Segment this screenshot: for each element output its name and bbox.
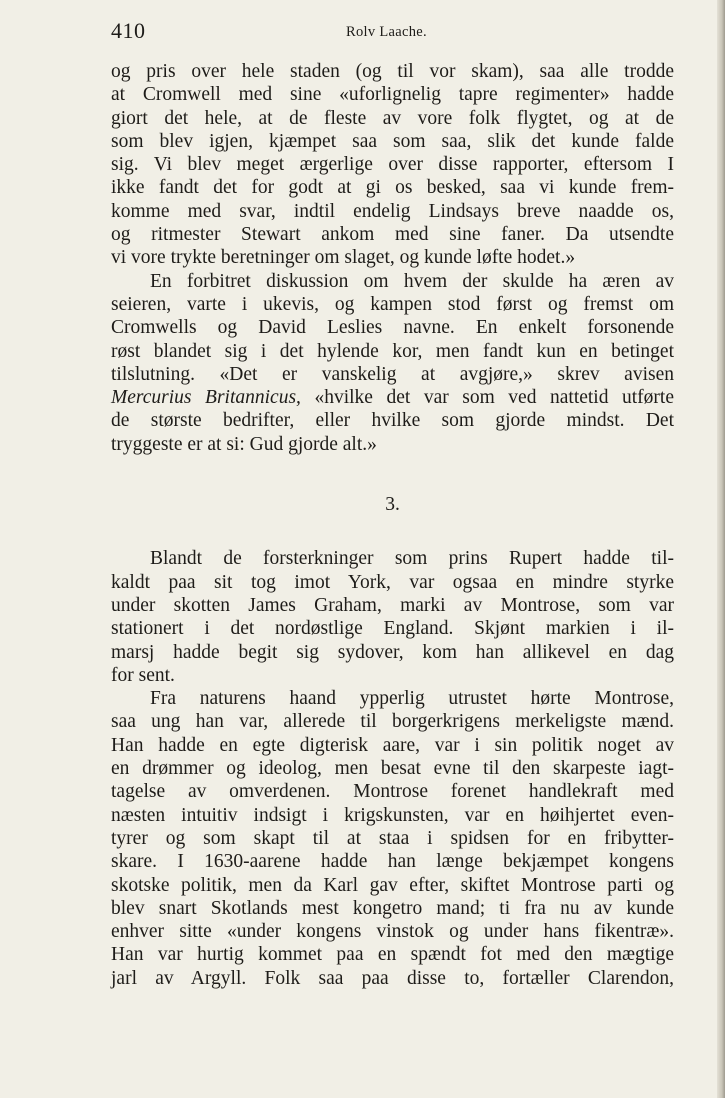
text-line [111, 386, 674, 409]
page-number: 410 [111, 18, 146, 43]
text-line: seieren, varte i ukevis, og kampen stod først og fremst om [111, 293, 674, 315]
text-line: skare. I 1630-aarene hadde han længe bekjæmpet kongens [111, 851, 674, 873]
text-line: sig. Vi blev meget ærgerlige over disse rapporter, eftersom I [111, 154, 674, 176]
text-line: giort det hele, at de fleste av vore folk flygtet, og at de [111, 107, 674, 129]
paragraph-4 [111, 687, 674, 990]
text-line: tyrer og som skapt til at staa i spidsen for en fribytter- [111, 827, 674, 849]
text-line: tagelse av omverdenen. Montrose forenet handlekraft med [111, 781, 674, 803]
text-line: ikke fandt det for godt at gi os besked, saa vi kunde frem- [111, 177, 674, 199]
paragraph-3 [111, 547, 674, 687]
text-line: stationert i det nordøstlige England. Skjønt markien i il- [111, 618, 674, 640]
text-line: for sent. [111, 664, 175, 686]
paragraph-1 [111, 60, 674, 270]
text-line: røst blandet sig i det hylende kor, men fandt kun en betinget [111, 340, 674, 362]
text-line: tryggeste er at si: Gud gjorde alt.» [111, 433, 377, 455]
text-line: de største bedrifter, eller hvilke som gjorde mindst. Det [111, 410, 674, 432]
text-line: skotske politik, men da Karl gav efter, skiftet Montrose parti og [111, 874, 674, 896]
text-line: tilslutning. «Det er vanskelig at avgjøre,» skrev avisen [111, 363, 674, 385]
text-line: næsten intuitiv indsigt i krigskunsten, var en høihjertet even- [111, 804, 674, 826]
section-number: 3. [385, 494, 400, 516]
text-line: Han hadde en egte digterisk aare, var i sin politik noget av [111, 734, 674, 756]
text-line: marsj hadde begit sig sydover, kom han allikevel en dag [111, 641, 674, 663]
text-line: jarl av Argyll. Folk saa paa disse to, fortæller Clarendon, [111, 967, 674, 989]
text-line: under skotten James Graham, marki av Montrose, som var [111, 594, 674, 616]
paragraph-2 [111, 270, 674, 456]
italic-newspaper-title: Mercurius Britannicus, [111, 387, 301, 409]
text-line: vi vore trykte beretninger om slaget, og kunde løfte hodet.» [111, 247, 576, 269]
text-line: en drømmer og ideolog, men besat evne til den skarpeste iagt- [111, 758, 674, 780]
text-line: Blandt de forsterkninger som prins Rupert hadde til- [150, 548, 674, 570]
running-head: Rolv Laache. [346, 24, 427, 40]
text-line: og ritmester Stewart ankom med sine faner. Da utsendte [111, 224, 674, 246]
text-line: enhver sitte «under kongens vinstok og under hans fikentræ». [111, 921, 674, 943]
text-line: kaldt paa sit tog imot York, var ogsaa en mindre styrke [111, 571, 674, 593]
text-line: En forbitret diskussion om hvem der skulde ha æren av [150, 270, 674, 292]
text-line: Fra naturens haand ypperlig utrustet hørte Montrose, [150, 688, 674, 710]
body-text [111, 60, 674, 990]
text-line: Cromwells og David Leslies navne. En enkelt forsonende [111, 317, 674, 339]
text-line: at Cromwell med sine «uforlignelig tapre regimenter» hadde [111, 84, 674, 106]
text-line: og pris over hele staden (og til vor skam), saa alle trodde [111, 61, 674, 82]
text-line: som blev igjen, kjæmpet saa som saa, slik det kunde falde [111, 130, 674, 152]
text-line: saa ung han var, allerede til borgerkrigens merkeligste mænd. [111, 711, 674, 733]
text-line: blev snart Skotlands mest kongetro mand; ti fra nu av kunde [111, 897, 674, 919]
page-edge [717, 0, 725, 1098]
text-line: Han var hurtig kommet paa en spændt fot med den mægtige [111, 944, 674, 966]
text-fragment: «hvilke det var som ved nattetid utførte [300, 387, 674, 409]
text-line: komme med svar, indtil endelig Lindsays breve naadde os, [111, 200, 674, 222]
